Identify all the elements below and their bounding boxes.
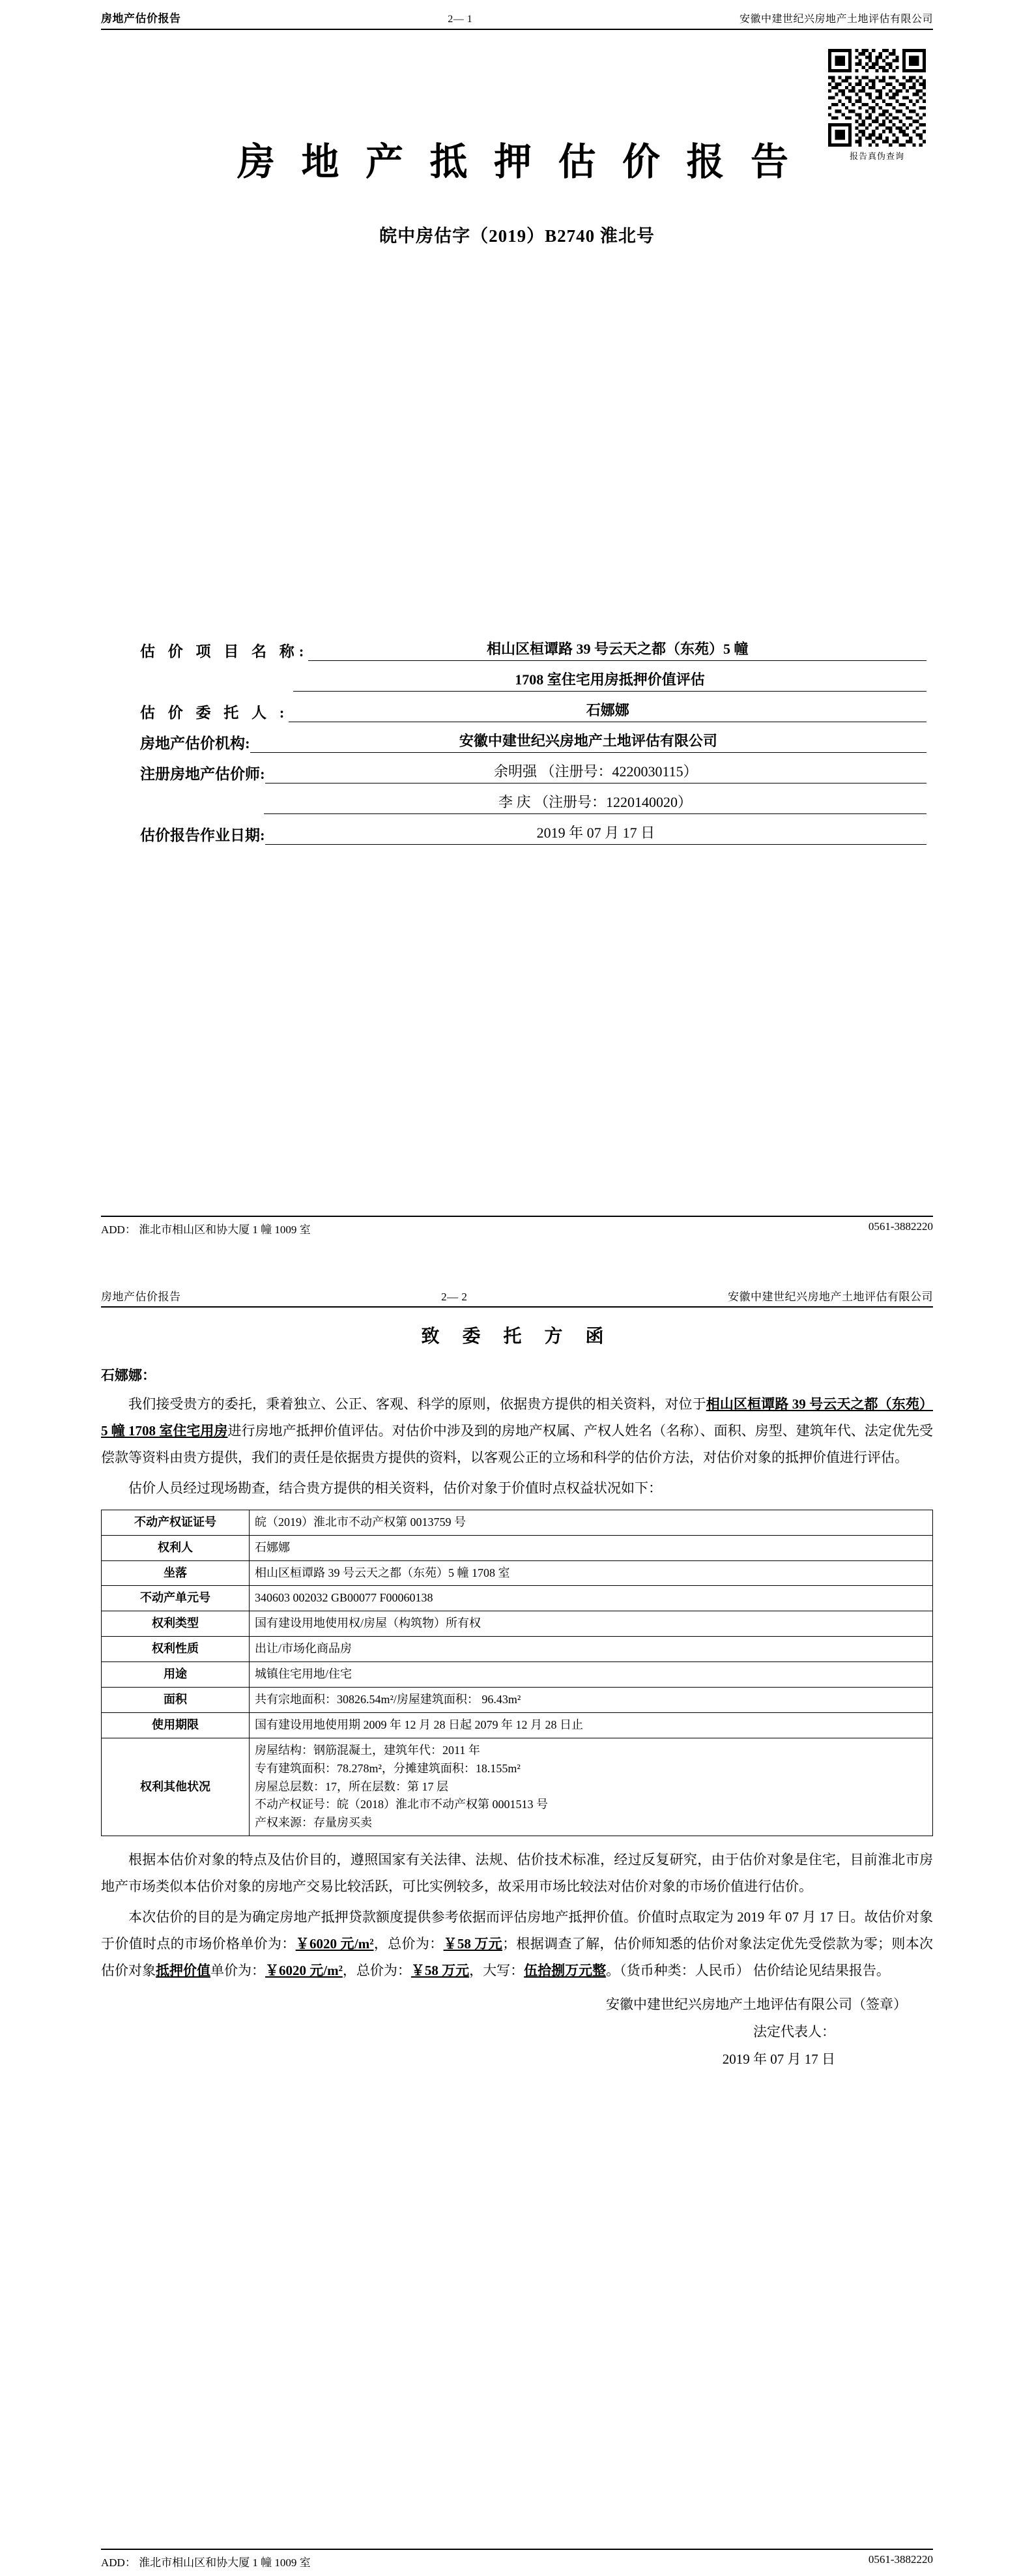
footer-address: ADD： 淮北市相山区和协大厦 1 幢 1009 室 xyxy=(101,1223,311,1236)
field-value: 2019 年 07 月 17 日 xyxy=(265,822,926,845)
table-row xyxy=(102,1662,933,1688)
running-header-page: 2— 1 xyxy=(448,14,473,25)
page-footer xyxy=(101,1216,933,1237)
row-key: 不动产单元号 xyxy=(102,1586,250,1611)
para4-amount-in-words: 伍拾捌万元整 xyxy=(524,1962,607,1978)
row-value: 石娜娜 xyxy=(250,1535,933,1560)
row-key: 坐落 xyxy=(102,1560,250,1586)
row-key: 权利人 xyxy=(102,1535,250,1560)
qr-caption: 报告真伪查询 xyxy=(849,151,904,161)
row-value: 城镇住宅用地/住宅 xyxy=(250,1662,933,1688)
paragraph-method: 根据本估价对象的特点及估价目的，遵照国家有关法律、法规、估价技术标准，经过反复研究，由于估价对象是住宅，目前淮北市房地产市场类似本估价对象的房地产交易比较活跃，可比实例较多，故采用市场比较法对估价对象的市场价值进行估价。 xyxy=(101,1852,933,1895)
field-label: 估 价 委 托 人 : xyxy=(140,705,289,721)
signature-legal-rep: 法定代表人： xyxy=(753,2023,835,2040)
row-key: 权利类型 xyxy=(102,1611,250,1637)
letter-title: 致 委 托 方 函 xyxy=(421,1326,613,1347)
running-header-right: 安徽中建世纪兴房地产土地评估有限公司 xyxy=(739,14,933,25)
table-row xyxy=(102,1611,933,1637)
row-key: 面积 xyxy=(102,1687,250,1712)
para4-mortgage-total-price: ￥58 万元 xyxy=(410,1962,470,1978)
field-value: 石娜娜 xyxy=(289,699,926,722)
para4-part-b: ，总价为： xyxy=(373,1936,444,1952)
row-key: 用途 xyxy=(102,1662,250,1688)
other-rights-line: 专有建筑面积：78.278m²，分摊建筑面积：18.155m² xyxy=(255,1761,521,1775)
para1-part-a: 我们接受贵方的委托，秉着独立、公正、客观、科学的原则，依据贵方提供的相关资料，对位于 xyxy=(128,1396,706,1412)
field-registered-appraiser-2 xyxy=(140,791,926,814)
running-header-right: 安徽中建世纪兴房地产土地评估有限公司 xyxy=(728,1291,933,1303)
field-registered-appraiser xyxy=(140,761,926,783)
row-value: 340603 002032 GB00077 F00060138 xyxy=(250,1586,933,1611)
paragraph-engagement xyxy=(101,1391,933,1471)
field-value: 李 庆 （注册号：1220140020） xyxy=(264,791,926,814)
row-key: 使用期限 xyxy=(102,1712,250,1738)
field-label: 注册房地产估价师: xyxy=(140,766,265,782)
table-row xyxy=(102,1637,933,1662)
row-value: 国有建设用地使用期 2009 年 12 月 28 日起 2079 年 12 月 28 日止 xyxy=(250,1712,933,1738)
row-value xyxy=(250,1738,933,1836)
field-value: 相山区桓谭路 39 号云天之都（东苑）5 幢 xyxy=(308,638,926,661)
field-label: 估价报告作业日期: xyxy=(140,827,265,843)
field-client xyxy=(140,699,926,722)
table-row xyxy=(102,1510,933,1535)
para4-mortgage-value-label: 抵押价值 xyxy=(156,1962,210,1978)
footer-address: ADD： 淮北市相山区和协大厦 1 幢 1009 室 xyxy=(101,2556,311,2569)
salutation: 石娜娜： xyxy=(101,1368,156,1383)
para4-mortgage-unit-price: ￥6020 元/m² xyxy=(265,1962,343,1978)
para4-part-e: ，总价为： xyxy=(342,1962,411,1978)
property-rights-table xyxy=(101,1510,933,1836)
other-rights-line: 房屋结构：钢筋混凝土，建筑年代：2011 年 xyxy=(255,1743,480,1757)
field-appraisal-agency xyxy=(140,730,926,753)
para4-part-c: ；根据调查了解，估价师知悉的估价对象法定优先受偿款为零；则本次估价对象 xyxy=(101,1936,934,1978)
row-value: 出让/市场化商品房 xyxy=(250,1637,933,1662)
other-rights-line: 不动产权证号：皖（2018）淮北市不动产权第 0001513 号 xyxy=(255,1798,548,1811)
para1-part-b: 进行房地产抵押价值评估。对估价中涉及到的房地产权属、产权人姓名（名称）、面积、房型、建筑年代、法定优先受偿款等资料由贵方提供，我们的责任是依据贵方提供的资料，以客观公正的立场和科学的估价方法，对估价对象的抵押价值进行评估。 xyxy=(101,1422,933,1465)
table-row xyxy=(102,1687,933,1712)
footer-phone: 0561-3882220 xyxy=(868,2553,933,2566)
para4-part-d: 单价为： xyxy=(210,1962,265,1978)
table-row xyxy=(102,1560,933,1586)
para4-total-price: ￥58 万元 xyxy=(443,1936,503,1952)
row-value: 共有宗地面积：30826.54m²/房屋建筑面积： 96.43m² xyxy=(250,1687,933,1712)
row-key: 权利其他状况 xyxy=(102,1738,250,1836)
table-row xyxy=(102,1535,933,1560)
letter-to-client-sheet xyxy=(0,1287,1034,2576)
para4-part-g: 。（货币种类：人民币） 估价结论见结果报告。 xyxy=(606,1962,890,1978)
paragraph-inspection: 估价人员经过现场勘查，结合贵方提供的相关资料，估价对象于价值时点权益状况如下： xyxy=(128,1480,662,1496)
other-rights-line: 房屋总层数：17，所在层数：第 17 层 xyxy=(255,1779,448,1793)
table-row xyxy=(102,1586,933,1611)
para4-part-a: 本次估价的目的是为确定房地产抵押贷款额度提供参考依据而评估房地产抵押价值。价值时点取定为 2019 年 07 月 17 日。故估价对象于价值时点的市场价格单价为： xyxy=(101,1909,933,1952)
field-report-date xyxy=(140,822,926,845)
para1-property: 相山区桓谭路 39 号云天之都（东苑）5 幢 1708 室住宅用房 xyxy=(101,1396,933,1439)
field-value: 安徽中建世纪兴房地产土地评估有限公司 xyxy=(250,730,926,753)
para4-part-f: ，大写： xyxy=(469,1962,524,1978)
running-header-2 xyxy=(101,1287,933,1308)
row-value: 国有建设用地使用权/房屋（构筑物）所有权 xyxy=(250,1611,933,1637)
cover-fields xyxy=(101,638,933,845)
footer-phone: 0561-3882220 xyxy=(868,1220,933,1233)
field-label: 房地产估价机构: xyxy=(140,735,250,752)
row-value: 皖（2019）淮北市不动产权第 0013759 号 xyxy=(250,1510,933,1535)
qr-code-block xyxy=(824,49,930,162)
field-value: 1708 室住宅用房抵押价值评估 xyxy=(293,669,926,692)
row-value: 相山区桓谭路 39 号云天之都（东苑）5 幢 1708 室 xyxy=(250,1560,933,1586)
page-title: 房 地 产 抵 押 估 价 报 告 xyxy=(237,141,797,183)
paragraph-conclusion xyxy=(101,1904,933,1984)
page-footer-2 xyxy=(101,2549,933,2569)
field-value: 余明强 （注册号：4220030115） xyxy=(265,761,926,783)
qr-code-icon xyxy=(828,49,926,147)
signature-date: 2019 年 07 月 17 日 xyxy=(722,2051,835,2067)
field-label: 估 价 项 目 名 称: xyxy=(140,643,309,660)
running-header xyxy=(101,0,933,30)
signature-block xyxy=(101,1991,933,2073)
table-row-other-rights xyxy=(102,1738,933,1836)
other-rights-line: 产权来源：存量房买卖 xyxy=(255,1816,372,1830)
table-body xyxy=(102,1510,933,1836)
report-cover-sheet xyxy=(0,0,1034,1287)
running-header-page: 2— 2 xyxy=(441,1291,468,1303)
para4-unit-price: ￥6020 元/m² xyxy=(295,1936,374,1952)
running-header-left: 房地产估价报告 xyxy=(101,12,181,25)
field-project-name-line2 xyxy=(140,669,926,692)
row-key: 权利性质 xyxy=(102,1637,250,1662)
signature-company: 安徽中建世纪兴房地产土地评估有限公司（签章） xyxy=(606,1996,907,2012)
report-number: 皖中房估字（2019）B2740 淮北号 xyxy=(379,226,655,246)
table-row xyxy=(102,1712,933,1738)
row-key: 不动产权证证号 xyxy=(102,1510,250,1535)
field-project-name xyxy=(140,638,926,661)
running-header-left: 房地产估价报告 xyxy=(101,1291,181,1303)
